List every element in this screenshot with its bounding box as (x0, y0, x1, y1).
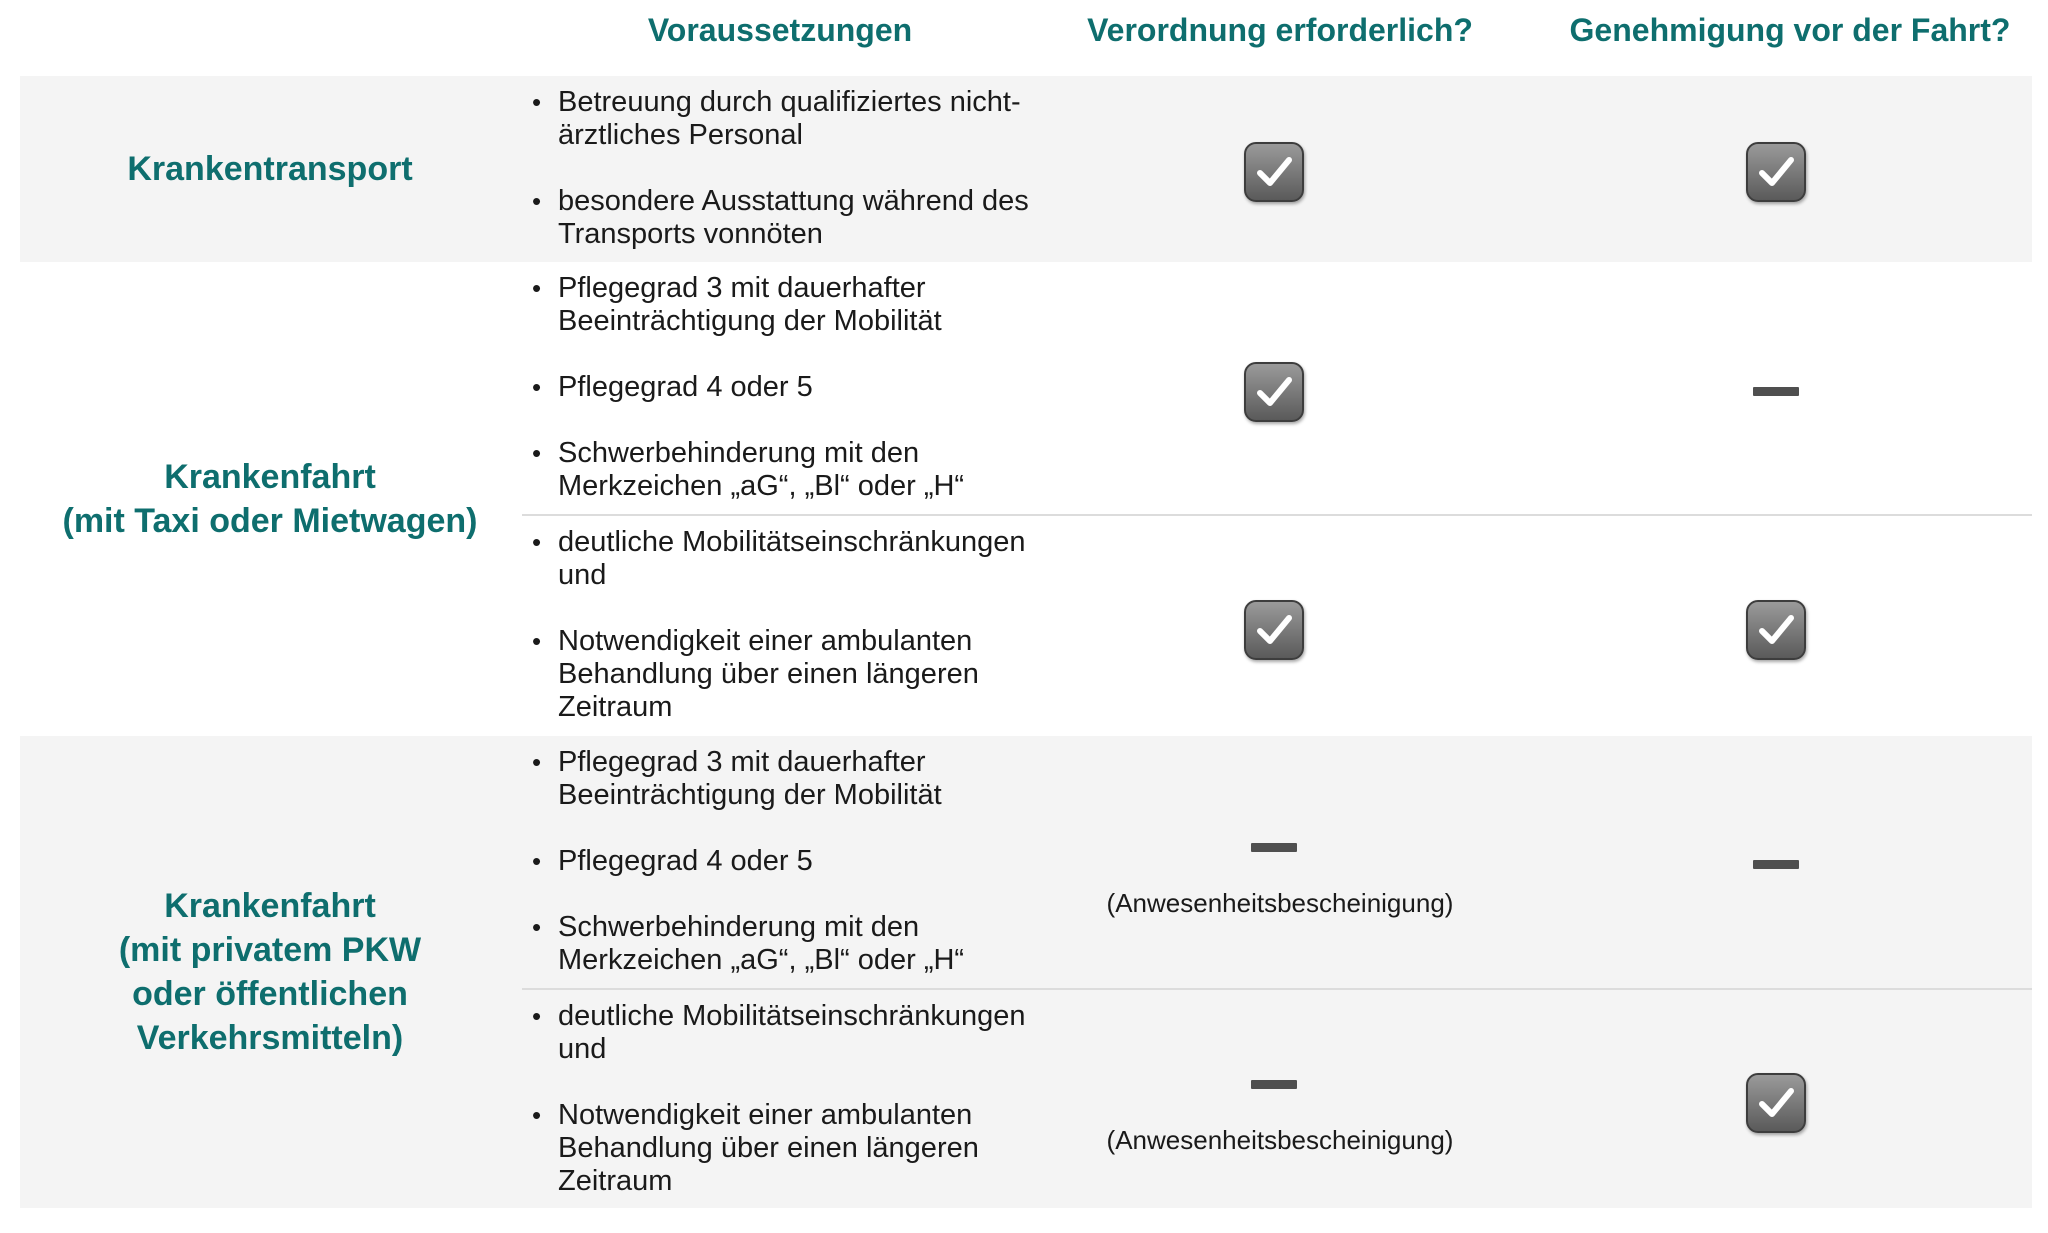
category-label (20, 262, 520, 736)
requirements-list (530, 272, 1050, 503)
check-icon (1244, 142, 1304, 202)
requirements-list (530, 1000, 1050, 1198)
category-label (20, 736, 520, 1208)
category-line: Krankenfahrt (164, 458, 376, 496)
list-item: • Pflegegrad 4 oder 5 (530, 845, 1050, 878)
category-line: (mit Taxi oder Mietwagen) (62, 502, 478, 540)
list-item: • deutliche Mobilitätseinschränkungen und (530, 1000, 1050, 1066)
list-item: • Notwendigkeit einer ambulanten Behandlung über einen längeren Zeitraum (530, 625, 1050, 724)
header-prescription: Verordnung erforderlich? (1087, 12, 1473, 48)
category-line: Krankentransport (127, 150, 413, 188)
list-item: • Schwerbehinderung mit den Merkzeichen „aG“, „Bl“ oder „H“ (530, 437, 1050, 503)
prescription-note: (Anwesenheitsbescheinigung) (1106, 888, 1454, 918)
group-divider (522, 988, 2032, 990)
check-icon (1746, 1073, 1806, 1133)
prescription-note: (Anwesenheitsbescheinigung) (1106, 1125, 1454, 1155)
check-icon (1244, 600, 1304, 660)
requirements-list (530, 746, 1050, 977)
requirements-list (530, 526, 1050, 724)
list-item: • Notwendigkeit einer ambulanten Behandlung über einen längeren Zeitraum (530, 1099, 1050, 1198)
check-icon (1746, 600, 1806, 660)
category-line: Verkehrsmitteln) (136, 1019, 404, 1057)
group-divider (522, 514, 2032, 516)
list-item: • Pflegegrad 4 oder 5 (530, 371, 1050, 404)
dash-icon (1753, 387, 1799, 396)
list-item: • besondere Ausstattung während des Transports vonnöten (530, 185, 1050, 251)
dash-icon (1753, 860, 1799, 869)
category-line: oder öffentlichen (132, 975, 408, 1013)
dash-icon (1251, 1080, 1297, 1089)
category-line: (mit privatem PKW (118, 931, 422, 969)
header-approval: Genehmigung vor der Fahrt? (1569, 12, 2011, 48)
category-label (20, 76, 520, 262)
check-icon (1746, 142, 1806, 202)
header-requirements: Voraussetzungen (647, 12, 913, 48)
dash-icon (1251, 843, 1297, 852)
list-item: • Pflegegrad 3 mit dauerhafter Beeinträchtigung der Mobilität (530, 272, 1050, 338)
requirements-list (530, 86, 1050, 251)
list-item: • Betreuung durch qualifiziertes nicht-ärztliches Personal (530, 86, 1050, 152)
category-line: Krankenfahrt (164, 887, 376, 925)
list-item: • deutliche Mobilitätseinschränkungen und (530, 526, 1050, 592)
list-item: • Pflegegrad 3 mit dauerhafter Beeinträchtigung der Mobilität (530, 746, 1050, 812)
list-item: • Schwerbehinderung mit den Merkzeichen „aG“, „Bl“ oder „H“ (530, 911, 1050, 977)
check-icon (1244, 362, 1304, 422)
